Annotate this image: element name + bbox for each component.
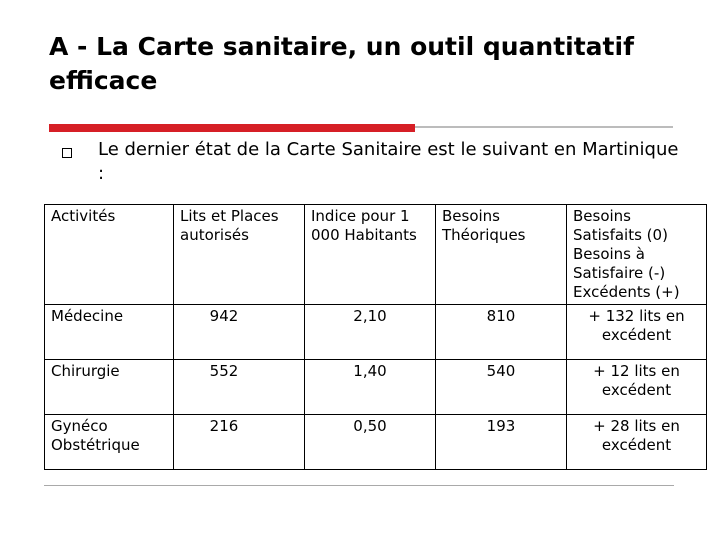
slide-title: A - La Carte sanitaire, un outil quantitatif efficace	[49, 32, 634, 95]
row-label: Médecine	[45, 305, 174, 360]
row-label: Chirurgie	[45, 360, 174, 415]
cell-lits: 216	[174, 415, 305, 470]
cell-excedent: + 132 lits en excédent	[567, 305, 707, 360]
cell-indice: 1,40	[305, 360, 436, 415]
title-underline-rule	[415, 126, 673, 128]
bullet-text: Le dernier état de la Carte Sanitaire est le suivant en Martinique :	[98, 139, 679, 184]
cell-indice: 0,50	[305, 415, 436, 470]
cell-lits: 552	[174, 360, 305, 415]
cell-besoins: 810	[436, 305, 567, 360]
cell-besoins: 540	[436, 360, 567, 415]
footer-rule	[44, 485, 674, 486]
square-bullet-icon	[62, 148, 72, 158]
header-cell-indice: Indice pour 1 000 Habitants	[305, 205, 436, 305]
table-row	[45, 305, 707, 360]
cell-excedent: + 12 lits en excédent	[567, 360, 707, 415]
header-cell-besoins-theoriques: Besoins Théoriques	[436, 205, 567, 305]
header-cell-lits: Lits et Places autorisés	[174, 205, 305, 305]
cell-excedent: + 28 lits en excédent	[567, 415, 707, 470]
table-header-row	[45, 205, 707, 305]
title-underline-accent	[49, 124, 415, 132]
table-row	[45, 360, 707, 415]
carte-sanitaire-table	[44, 204, 707, 470]
header-cell-activites: Activités	[45, 205, 174, 305]
cell-indice: 2,10	[305, 305, 436, 360]
table-row	[45, 415, 707, 470]
row-label: Gynéco Obstétrique	[45, 415, 174, 470]
cell-besoins: 193	[436, 415, 567, 470]
header-cell-besoins-satisfaits: Besoins Satisfaits (0) Besoins à Satisfaire (-) Excédents (+)	[567, 205, 707, 305]
cell-lits: 942	[174, 305, 305, 360]
